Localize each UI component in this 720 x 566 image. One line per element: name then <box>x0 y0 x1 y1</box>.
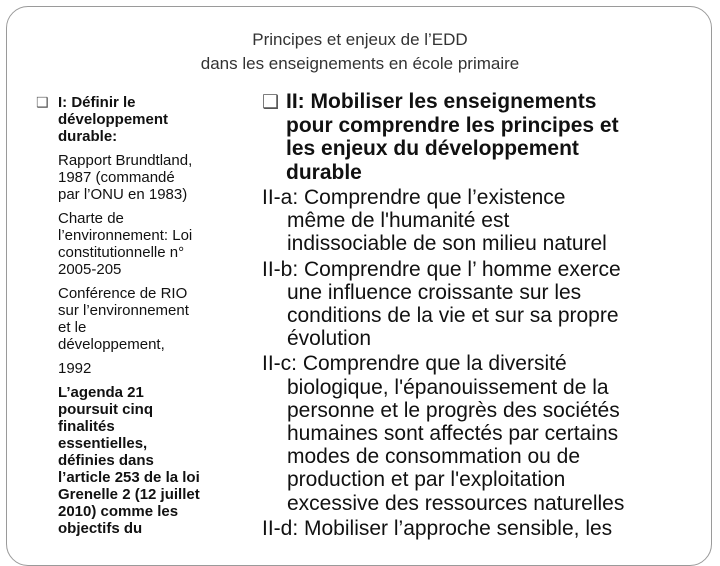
right-item-line: excessive des ressources naturelles <box>287 491 625 515</box>
title-line-2: dans les enseignements en école primaire <box>200 54 520 73</box>
left-item-line: L’agenda 21 <box>58 384 144 401</box>
left-heading <box>36 94 248 145</box>
left-item-charte <box>58 210 248 278</box>
left-column <box>36 94 248 537</box>
right-heading-line: les enjeux du développement <box>286 137 579 160</box>
right-item-line: II-c: Comprendre que la diversité <box>262 352 567 376</box>
left-item-line: 2010) comme les <box>58 503 179 520</box>
right-column <box>262 90 714 540</box>
left-item-line: constitutionnelle n° <box>58 244 185 261</box>
left-item-brundtland <box>58 152 248 203</box>
right-item-line: humaines sont affectés par certains <box>287 422 619 446</box>
left-heading-line: I: Définir le <box>58 94 136 111</box>
left-item-year <box>58 360 248 377</box>
left-item-line: 1987 (commandé <box>58 169 175 186</box>
left-item-line: sur l’environnement <box>58 302 189 319</box>
left-item-line: Charte de <box>58 210 124 227</box>
left-item-line: l’environnement: Loi <box>58 227 193 244</box>
right-item-line: indissociable de son milieu naturel <box>287 232 607 256</box>
left-item-rio <box>58 285 248 353</box>
left-item-line: Rapport Brundtland, <box>58 152 193 169</box>
left-heading-line: développement <box>58 111 169 128</box>
right-item-2a <box>262 186 714 256</box>
right-item-line: production et par l'exploitation <box>287 468 566 492</box>
right-heading-line: pour comprendre les principes et <box>286 113 619 137</box>
right-item-2d <box>262 517 714 540</box>
right-item-line: II-d: Mobiliser l’approche sensible, les <box>262 516 613 540</box>
right-heading-line: durable <box>286 160 362 184</box>
right-item-2b <box>262 258 714 351</box>
left-item-line: et le <box>58 319 87 336</box>
left-item-line: Conférence de RIO <box>58 285 188 302</box>
right-item-line: conditions de la vie et sur sa propre <box>287 304 619 328</box>
left-item-line: 1992 <box>58 360 92 377</box>
right-item-line: personne et le progrès des sociétés <box>287 398 620 422</box>
left-item-line: par l’ONU en 1983) <box>58 186 188 203</box>
left-item-agenda21 <box>58 384 248 537</box>
right-heading-line: II: Mobiliser les enseignements <box>286 90 597 113</box>
right-item-line: une influence croissante sur les <box>287 280 582 304</box>
left-item-line: finalités <box>58 418 115 435</box>
right-heading <box>262 90 714 184</box>
left-item-line: l’article 253 de la loi <box>58 469 200 486</box>
left-item-line: 2005-205 <box>58 261 122 278</box>
title-line-1: Principes et enjeux de l’EDD <box>252 30 468 49</box>
right-item-line: biologique, l'épanouissement de la <box>287 375 609 399</box>
right-item-line: modes de consommation ou de <box>287 445 581 469</box>
left-heading-line: durable: <box>58 128 118 145</box>
left-item-line: poursuit cinq <box>58 401 153 418</box>
checkbox-bullet-icon: ❑ <box>262 92 280 113</box>
left-item-line: définies dans <box>58 452 154 469</box>
slide-title <box>0 28 720 76</box>
checkbox-bullet-icon: ❑ <box>36 94 49 110</box>
left-item-line: essentielles, <box>58 435 148 452</box>
left-item-line: objectifs du <box>58 520 143 537</box>
right-item-line: évolution <box>287 327 372 351</box>
left-item-line: Grenelle 2 (12 juillet <box>58 486 200 503</box>
right-item-line: même de l'humanité est <box>287 209 510 233</box>
right-item-line: II-b: Comprendre que l’ homme exerce <box>262 257 621 281</box>
right-item-line: II-a: Comprendre que l’existence <box>262 186 566 209</box>
right-item-2c <box>262 352 714 514</box>
left-item-line: développement, <box>58 336 165 353</box>
